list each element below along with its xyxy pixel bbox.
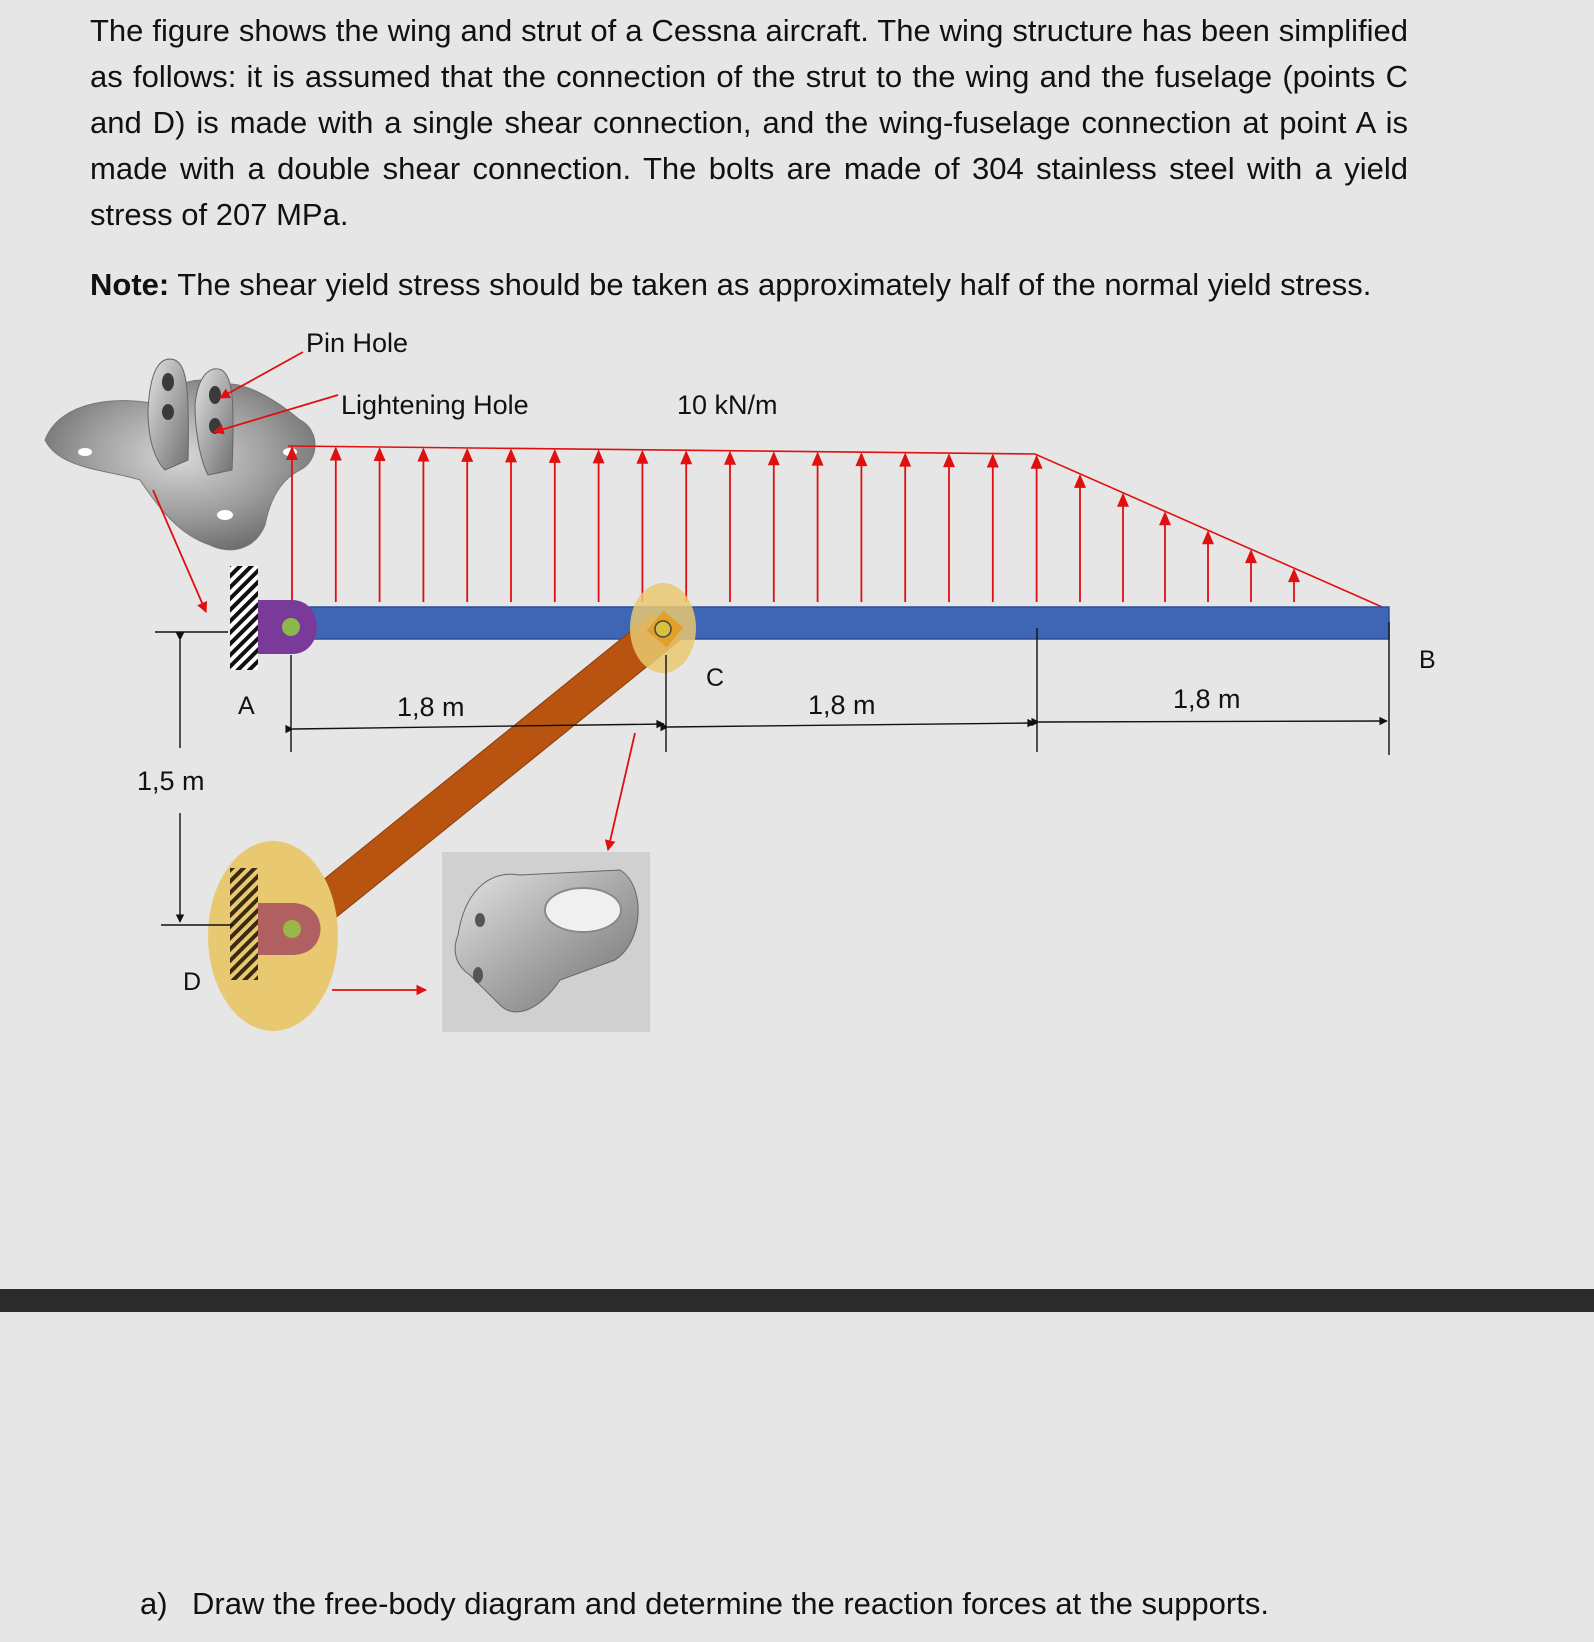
load-arrowhead [855, 452, 867, 466]
pin-d [283, 920, 301, 938]
load-arrowhead [461, 448, 473, 462]
load-label: 10 kN/m [677, 390, 778, 420]
question-a [140, 1586, 1269, 1622]
pin-hole-label: Pin Hole [306, 328, 409, 358]
load-arrowhead [768, 451, 780, 465]
wall-a-hatch [230, 566, 258, 670]
question-a-letter: a) [140, 1586, 168, 1621]
point-b-label: B [1419, 646, 1436, 674]
wall-d-hatch [230, 868, 258, 980]
note-text: The shear yield stress should be taken as approximately half of the normal yield stress. [169, 267, 1372, 302]
pin-c [655, 621, 671, 637]
load-arrowhead [724, 451, 736, 465]
load-arrowhead [330, 447, 342, 461]
load-arrowhead [899, 453, 911, 467]
load-arrowhead [812, 452, 824, 466]
load-arrowhead [593, 449, 605, 463]
point-d-label: D [183, 968, 202, 996]
wing-beam [292, 607, 1389, 639]
dimension-vertical-label: 1,5 m [137, 766, 205, 796]
point-a-label: A [238, 692, 255, 720]
load-arrowhead [636, 450, 648, 464]
load-arrowhead [549, 449, 561, 463]
distributed-load-arrows [286, 446, 1300, 602]
dimension-3-label: 1,8 m [1173, 684, 1241, 714]
load-arrowhead [943, 453, 955, 467]
problem-statement: The figure shows the wing and strut of a Cessna aircraft. The wing structure has been simplified as follows: it is assumed that the connection of the strut to the wing and the fuselage (points C and D) is made with a single shear connection, and the wing-fuselage connection at point A is made with a double shear connection. The bolts are made of 304 stainless steel with a yield stress of 207 MPa. [90, 13, 1408, 232]
point-c-label: C [706, 664, 725, 692]
dimension-1-label: 1,8 m [397, 692, 465, 722]
note-label: Note: [90, 267, 170, 302]
pin-a [282, 618, 300, 636]
load-envelope [288, 446, 1389, 610]
load-arrowhead [505, 448, 517, 462]
fitting-photo-c [442, 852, 650, 1032]
pin-hole-pointer [220, 352, 303, 398]
dimension-2-label: 1,8 m [808, 690, 876, 720]
fitting-c-pointer [608, 733, 635, 850]
lightening-hole-label: Lightening Hole [341, 390, 529, 420]
page-divider [0, 1289, 1594, 1312]
load-arrowhead [374, 447, 386, 461]
load-arrowhead [680, 450, 692, 464]
load-arrowhead [987, 454, 999, 468]
load-arrowhead [417, 447, 429, 461]
fitting-photo-a [45, 359, 315, 550]
question-a-text: Draw the free-body diagram and determine the reaction forces at the supports. [192, 1586, 1269, 1621]
